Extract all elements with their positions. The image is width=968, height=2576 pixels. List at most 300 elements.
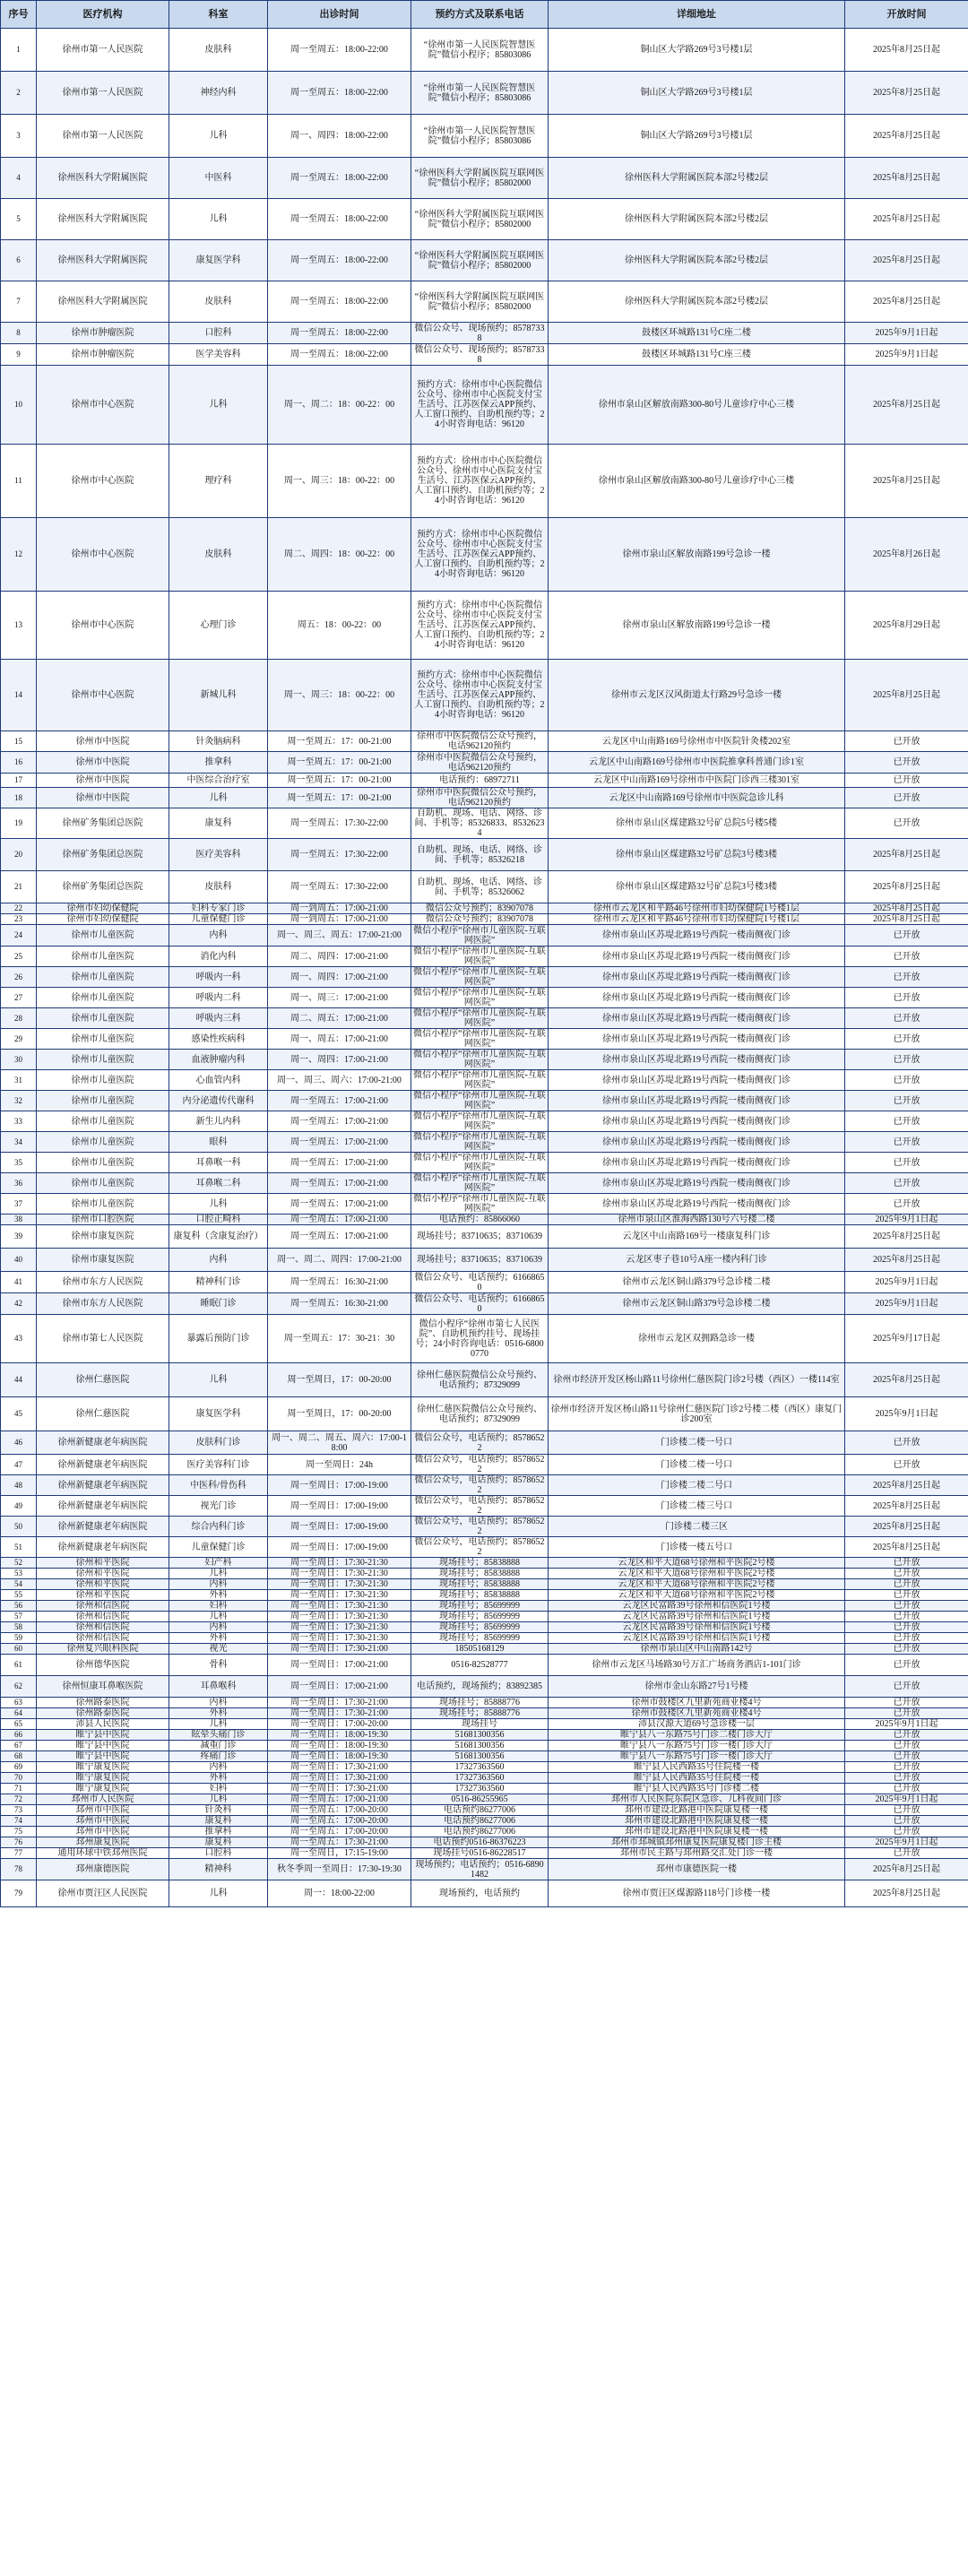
cell-address: 云龙区和平大道68号徐州和平医院2号楼 <box>549 1590 845 1601</box>
cell-department: 内科 <box>169 1698 268 1708</box>
cell-open-date: 已开放 <box>845 1622 968 1633</box>
cell-row-index: 41 <box>1 1272 37 1293</box>
table-row <box>1 1315 968 1363</box>
header-institution: 医疗机构 <box>37 1 169 29</box>
cell-hours: 周一、周三：18：00-22：00 <box>268 445 411 518</box>
cell-institution: 邳州康复医院 <box>37 1837 169 1848</box>
cell-row-index: 31 <box>1 1070 37 1091</box>
cell-institution: 睢宁康复医院 <box>37 1773 169 1784</box>
cell-booking: 微信公众号，电话预约；85786522 <box>411 1455 549 1475</box>
cell-department: 针灸脑病科 <box>169 731 268 752</box>
table-row <box>1 1708 968 1719</box>
cell-booking: 微信公众号、现场预约；85787338 <box>411 344 549 366</box>
cell-address: 徐州市金山东路27号1号楼 <box>549 1676 845 1698</box>
cell-address: 睢宁县人民西路35号住院楼一楼 <box>549 1762 845 1773</box>
cell-department: 呼吸内一科 <box>169 967 268 988</box>
cell-department: 理疗科 <box>169 445 268 518</box>
cell-open-date: 2025年8月25日起 <box>845 1363 968 1397</box>
cell-address: 徐州医科大学附属医院本部2号楼2层 <box>549 240 845 281</box>
cell-institution: 睢宁康复医院 <box>37 1762 169 1773</box>
cell-department: 康复科 <box>169 1837 268 1848</box>
cell-hours: 周一至周五：18:00-22:00 <box>268 158 411 199</box>
cell-address: 云龙区民富路39号徐州和信医院1号楼 <box>549 1622 845 1633</box>
cell-institution: 徐州市中医院 <box>37 788 169 808</box>
cell-row-index: 40 <box>1 1249 37 1272</box>
cell-booking: 微信小程序“徐州市儿童医院-互联网医院” <box>411 1173 549 1194</box>
cell-row-index: 33 <box>1 1111 37 1132</box>
table-row <box>1 1590 968 1601</box>
cell-booking: 自助机、现场、电话、网络、诊间、手机等；85326062 <box>411 871 549 903</box>
table-row <box>1 1194 968 1215</box>
cell-department: 儿科 <box>169 1194 268 1215</box>
cell-institution: 徐州市妇幼保健院 <box>37 914 169 925</box>
cell-booking: 现场挂号；85838888 <box>411 1590 549 1601</box>
table-row <box>1 1050 968 1070</box>
cell-hours: 周一至周日：17:00-19:00 <box>268 1496 411 1517</box>
cell-hours: 周一至周日：17:30-21:00 <box>268 1773 411 1784</box>
cell-booking: 预约方式：徐州市中心医院微信公众号、徐州市中心医院支付宝生活号、江苏医保云APP预约、人工窗口预约、自助机预约等；24小时咨询电话：96120 <box>411 366 549 445</box>
cell-institution: 徐州市中心医院 <box>37 518 169 592</box>
cell-hours: 周一至周五：17：00-21:00 <box>268 774 411 788</box>
cell-open-date: 2025年9月1日起 <box>845 344 968 366</box>
cell-department: 医疗美容科 <box>169 839 268 871</box>
cell-row-index: 61 <box>1 1655 37 1676</box>
table-row <box>1 344 968 366</box>
cell-open-date: 已开放 <box>845 947 968 967</box>
cell-row-index: 10 <box>1 366 37 445</box>
cell-department: 儿科 <box>169 1794 268 1805</box>
table-row <box>1 1601 968 1612</box>
header-row <box>1 1 968 29</box>
table-row <box>1 1644 968 1655</box>
header-open-date: 开放时间 <box>845 1 968 29</box>
cell-booking: “徐州市第一人民医院智慧医院”微信小程序；85803086 <box>411 72 549 115</box>
cell-booking: 微信小程序“徐州市儿童医院-互联网医院” <box>411 947 549 967</box>
cell-hours: 周一至周五：17:00-21:00 <box>268 1091 411 1111</box>
cell-hours: 周一至周五：17:00-21:00 <box>268 1153 411 1173</box>
cell-open-date: 2025年8月25日起 <box>845 158 968 199</box>
cell-hours: 周一至周日：17:30-21:30 <box>268 1612 411 1622</box>
cell-booking: 现场挂号；85699999 <box>411 1633 549 1644</box>
cell-address: 邳州市建设北路港中医院康复楼一楼 <box>549 1805 845 1816</box>
cell-address: 徐州市云龙区和平路46号徐州市妇幼保健院1号楼1层 <box>549 914 845 925</box>
cell-open-date: 2025年8月25日起 <box>845 839 968 871</box>
cell-hours: 周一至周五：17:00-20:00 <box>268 1816 411 1827</box>
cell-department: 内分泌遗传代谢科 <box>169 1091 268 1111</box>
table-row <box>1 1751 968 1762</box>
cell-institution: 邳州市人民医院 <box>37 1794 169 1805</box>
cell-open-date: 2025年8月29日起 <box>845 592 968 660</box>
table-row <box>1 808 968 839</box>
cell-open-date: 已开放 <box>845 1827 968 1837</box>
cell-institution: 徐州和平医院 <box>37 1569 169 1579</box>
cell-open-date: 2025年9月1日起 <box>845 323 968 344</box>
cell-open-date: 2025年8月26日起 <box>845 518 968 592</box>
cell-department: 医学美容科 <box>169 344 268 366</box>
cell-institution: 徐州市儿童医院 <box>37 1153 169 1173</box>
table-row <box>1 199 968 240</box>
table-row <box>1 1363 968 1397</box>
cell-hours: 周一至周五：18:00-22:00 <box>268 29 411 72</box>
cell-address: 云龙区中山南路169号一楼康复科门诊 <box>549 1225 845 1249</box>
table-row <box>1 1633 968 1644</box>
cell-department: 外科 <box>169 1773 268 1784</box>
cell-booking: 17327363560 <box>411 1773 549 1784</box>
cell-institution: 徐州市儿童医院 <box>37 1029 169 1050</box>
cell-booking: 现场挂号；83710635；83710639 <box>411 1225 549 1249</box>
cell-hours: 周一至周五：17:00-21:00 <box>268 1111 411 1132</box>
cell-hours: 周一至周日，17：00-20:00 <box>268 1363 411 1397</box>
table-row <box>1 731 968 752</box>
cell-hours: 周一至周五：17:00-21:00 <box>268 1794 411 1805</box>
cell-open-date: 已开放 <box>845 788 968 808</box>
cell-booking: 17327363560 <box>411 1784 549 1794</box>
cell-hours: 周一、周四：17:00-21:00 <box>268 967 411 988</box>
cell-row-index: 21 <box>1 871 37 903</box>
cell-address: 徐州市鼓楼区九里新苑商业楼4号 <box>549 1698 845 1708</box>
cell-row-index: 47 <box>1 1455 37 1475</box>
table-row <box>1 1784 968 1794</box>
cell-hours: 周一、周三、周六：17:00-21:00 <box>268 1070 411 1091</box>
cell-hours: 周一至周日：17:30-21:00 <box>268 1784 411 1794</box>
cell-address: 云龙区民富路39号徐州和信医院1号楼 <box>549 1612 845 1622</box>
cell-institution: 徐州新健康老年病医院 <box>37 1431 169 1455</box>
cell-institution: 徐州和平医院 <box>37 1579 169 1590</box>
table-row <box>1 115 968 158</box>
cell-open-date: 已开放 <box>845 1590 968 1601</box>
cell-open-date: 2025年9月1日起 <box>845 1272 968 1293</box>
cell-department: 针灸科 <box>169 1805 268 1816</box>
cell-address: 云龙区和平大道68号徐州和平医院2号楼 <box>549 1579 845 1590</box>
cell-department: 呼吸内三科 <box>169 1008 268 1029</box>
cell-row-index: 13 <box>1 592 37 660</box>
cell-department: 眼科 <box>169 1132 268 1153</box>
cell-hours: 周一至周日，17：00-20:00 <box>268 1397 411 1431</box>
cell-institution: 徐州市康复医院 <box>37 1225 169 1249</box>
cell-row-index: 12 <box>1 518 37 592</box>
cell-row-index: 3 <box>1 115 37 158</box>
cell-address: 徐州市云龙区双拥路急诊一楼 <box>549 1315 845 1363</box>
cell-row-index: 1 <box>1 29 37 72</box>
cell-address: 徐州市云龙区和平路46号徐州市妇幼保健院1号楼1层 <box>549 903 845 914</box>
cell-institution: 沛县人民医院 <box>37 1719 169 1730</box>
cell-booking: 51681300356 <box>411 1751 549 1762</box>
cell-address: 徐州市泉山区苏堤北路19号西院一楼南侧夜门诊 <box>549 1153 845 1173</box>
cell-department: 新生儿内科 <box>169 1111 268 1132</box>
cell-institution: 徐州市第一人民医院 <box>37 115 169 158</box>
cell-booking: 微信小程序“徐州市儿童医院-互联网医院” <box>411 1111 549 1132</box>
cell-hours: 周二、周五：17:00-21:00 <box>268 1008 411 1029</box>
cell-row-index: 44 <box>1 1363 37 1397</box>
cell-row-index: 57 <box>1 1612 37 1622</box>
cell-row-index: 29 <box>1 1029 37 1050</box>
cell-open-date: 已开放 <box>845 1173 968 1194</box>
cell-booking: 预约方式：徐州市中心医院微信公众号、徐州市中心医院支付宝生活号、江苏医保云APP预约、人工窗口预约、自助机预约等；24小时咨询电话：96120 <box>411 518 549 592</box>
cell-institution: 徐州路泰医院 <box>37 1708 169 1719</box>
cell-booking: 微信小程序“徐州市儿童医院-互联网医院” <box>411 1132 549 1153</box>
cell-booking: 现场挂号 <box>411 1719 549 1730</box>
cell-address: 徐州市泉山区中山南路142号 <box>549 1644 845 1655</box>
cell-address: 徐州市泉山区苏堤北路19号西院一楼南侧夜门诊 <box>549 1091 845 1111</box>
cell-department: 精神科 <box>169 1859 268 1880</box>
table-row <box>1 445 968 518</box>
cell-hours: 周一至周日：18:00-19:30 <box>268 1751 411 1762</box>
cell-department: 皮肤科 <box>169 518 268 592</box>
table-row <box>1 1569 968 1579</box>
cell-row-index: 51 <box>1 1537 37 1558</box>
cell-department: 消化内科 <box>169 947 268 967</box>
cell-hours: 周一、周二：18：00-22：00 <box>268 366 411 445</box>
cell-address: 鼓楼区环城路131号C座二楼 <box>549 323 845 344</box>
cell-department: 儿童保健门诊 <box>169 1537 268 1558</box>
table-row <box>1 1741 968 1751</box>
cell-department: 感染性疾病科 <box>169 1029 268 1050</box>
table-row <box>1 914 968 925</box>
cell-department: 康复医学科 <box>169 240 268 281</box>
cell-row-index: 56 <box>1 1601 37 1612</box>
cell-institution: 徐州市中心医院 <box>37 445 169 518</box>
cell-address: 鼓楼区环城路131号C座三楼 <box>549 344 845 366</box>
cell-hours: 周一至周日：17:00-21:00 <box>268 1676 411 1698</box>
cell-institution: 徐州和平医院 <box>37 1558 169 1569</box>
cell-department: 妇科 <box>169 1784 268 1794</box>
cell-booking: 现场挂号；85699999 <box>411 1601 549 1612</box>
cell-hours: 周一至周日：17:00-19:00 <box>268 1537 411 1558</box>
cell-hours: 周一至周五：17:00-21:00 <box>268 1132 411 1153</box>
cell-department: 耳鼻喉一科 <box>169 1153 268 1173</box>
cell-hours: 周一至周日：24h <box>268 1455 411 1475</box>
cell-address: 徐州市泉山区解放南路199号急诊一楼 <box>549 592 845 660</box>
cell-address: 睢宁县人民西路35号住院楼一楼 <box>549 1773 845 1784</box>
header-booking: 预约方式及联系电话 <box>411 1 549 29</box>
cell-booking: 电话预约86277006 <box>411 1827 549 1837</box>
cell-institution: 徐州市肿瘤医院 <box>37 344 169 366</box>
cell-department: 减重门诊 <box>169 1741 268 1751</box>
cell-open-date: 2025年8月25日起 <box>845 1537 968 1558</box>
cell-department: 内科 <box>169 1762 268 1773</box>
cell-open-date: 已开放 <box>845 1455 968 1475</box>
table-row <box>1 1773 968 1784</box>
table-row <box>1 1719 968 1730</box>
cell-address: 邳州市康德医院一楼 <box>549 1859 845 1880</box>
cell-institution: 徐州市儿童医院 <box>37 947 169 967</box>
cell-open-date: 已开放 <box>845 1784 968 1794</box>
cell-department: 儿科 <box>169 1569 268 1579</box>
cell-institution: 徐州新健康老年病医院 <box>37 1517 169 1537</box>
cell-booking: 预约方式：徐州市中心医院微信公众号、徐州市中心医院支付宝生活号、江苏医保云APP预约、人工窗口预约、自助机预约等；24小时咨询电话：96120 <box>411 445 549 518</box>
cell-address: 云龙区中山南路169号徐州市中医院门诊西三楼301室 <box>549 774 845 788</box>
cell-hours: 周一至周五：18:00-22:00 <box>268 240 411 281</box>
cell-open-date: 2025年8月25日起 <box>845 281 968 323</box>
cell-institution: 徐州市儿童医院 <box>37 1050 169 1070</box>
header-hours: 出诊时间 <box>268 1 411 29</box>
cell-hours: 周一至周日：17:30-21:00 <box>268 1708 411 1719</box>
cell-address: 徐州市云龙区铜山路379号急诊楼二楼 <box>549 1293 845 1315</box>
cell-open-date: 2025年8月25日起 <box>845 366 968 445</box>
cell-open-date: 2025年8月25日起 <box>845 660 968 731</box>
cell-institution: 徐州医科大学附属医院 <box>37 240 169 281</box>
cell-hours: 周一至周五：16:30-21:00 <box>268 1293 411 1315</box>
cell-booking: 微信公众号、电话预约；61668650 <box>411 1272 549 1293</box>
cell-address: 邳州市建设北路港中医院康复楼一楼 <box>549 1816 845 1827</box>
cell-row-index: 22 <box>1 903 37 914</box>
cell-open-date: 已开放 <box>845 1569 968 1579</box>
cell-address: 徐州医科大学附属医院本部2号楼2层 <box>549 281 845 323</box>
cell-booking: 微信小程序“徐州市儿童医院-互联网医院” <box>411 1194 549 1215</box>
table-row <box>1 871 968 903</box>
cell-institution: 徐州市中医院 <box>37 731 169 752</box>
cell-department: 外科 <box>169 1633 268 1644</box>
cell-address: 门诊楼二楼三号口 <box>549 1496 845 1517</box>
cell-row-index: 34 <box>1 1132 37 1153</box>
cell-institution: 徐州市口腔医院 <box>37 1215 169 1225</box>
cell-row-index: 32 <box>1 1091 37 1111</box>
cell-booking: 预约方式：徐州市中心医院微信公众号、徐州市中心医院支付宝生活号、江苏医保云APP预约、人工窗口预约、自助机预约等；24小时咨询电话：96120 <box>411 660 549 731</box>
table-row <box>1 967 968 988</box>
table-row <box>1 1272 968 1293</box>
cell-department: 视光门诊 <box>169 1496 268 1517</box>
cell-booking: 微信小程序“徐州市儿童医院-互联网医院” <box>411 1091 549 1111</box>
cell-department: 皮肤科 <box>169 281 268 323</box>
cell-open-date: 2025年8月25日起 <box>845 445 968 518</box>
cell-row-index: 69 <box>1 1762 37 1773</box>
cell-institution: 徐州医科大学附属医院 <box>37 158 169 199</box>
cell-booking: 微信公众号，电话预约；85786522 <box>411 1496 549 1517</box>
cell-department: 内科 <box>169 1622 268 1633</box>
cell-institution: 徐州矿务集团总医院 <box>37 871 169 903</box>
table-row <box>1 1475 968 1496</box>
cell-department: 精神科门诊 <box>169 1272 268 1293</box>
cell-address: 睢宁县八一东路75号门诊二楼门诊大厅 <box>549 1730 845 1741</box>
cell-address: 徐州市经济开发区杨山路11号徐州仁慈医院门诊2号楼（西区）一楼114室 <box>549 1363 845 1397</box>
table-row <box>1 1070 968 1091</box>
cell-row-index: 11 <box>1 445 37 518</box>
table-row <box>1 1132 968 1153</box>
cell-address: 门诊楼二楼二号口 <box>549 1475 845 1496</box>
cell-address: 徐州市云龙区铜山路379号急诊楼二楼 <box>549 1272 845 1293</box>
cell-open-date: 2025年8月25日起 <box>845 1249 968 1272</box>
cell-open-date: 2025年8月25日起 <box>845 1859 968 1880</box>
cell-row-index: 77 <box>1 1848 37 1859</box>
cell-booking: 微信小程序“徐州市儿童医院-互联网医院” <box>411 1029 549 1050</box>
cell-open-date: 已开放 <box>845 1698 968 1708</box>
cell-hours: 周一至周五：17：30-21：30 <box>268 1315 411 1363</box>
cell-hours: 周一至周五：17:30-22:00 <box>268 871 411 903</box>
cell-booking: 徐州市中医院微信公众号预约，电话962120预约 <box>411 731 549 752</box>
cell-institution: 睢宁康复医院 <box>37 1784 169 1794</box>
cell-institution: 徐州市儿童医院 <box>37 988 169 1008</box>
cell-address: 徐州市泉山区解放南路300-80号儿童诊疗中心三楼 <box>549 366 845 445</box>
cell-open-date: 已开放 <box>845 1805 968 1816</box>
cell-row-index: 20 <box>1 839 37 871</box>
cell-open-date: 2025年8月25日起 <box>845 1880 968 1907</box>
cell-department: 心理门诊 <box>169 592 268 660</box>
cell-booking: 现场挂号；85838888 <box>411 1579 549 1590</box>
cell-booking: 微信公众号预约；83907078 <box>411 914 549 925</box>
cell-row-index: 75 <box>1 1827 37 1837</box>
cell-address: 门诊楼二楼一号口 <box>549 1455 845 1475</box>
cell-booking: 徐州仁慈医院微信公众号预约、电话预约；87329099 <box>411 1363 549 1397</box>
cell-row-index: 46 <box>1 1431 37 1455</box>
cell-open-date: 已开放 <box>845 1008 968 1029</box>
cell-department: 儿科 <box>169 199 268 240</box>
header-department: 科室 <box>169 1 268 29</box>
cell-booking: 0516-86255965 <box>411 1794 549 1805</box>
cell-institution: 徐州和信医院 <box>37 1612 169 1622</box>
table-row <box>1 1293 968 1315</box>
cell-booking: 自助机、现场、电话、网络、诊间、手机等；85326218 <box>411 839 549 871</box>
cell-address: 徐州市泉山区苏堤北路19号西院一楼南侧夜门诊 <box>549 988 845 1008</box>
cell-row-index: 17 <box>1 774 37 788</box>
cell-row-index: 60 <box>1 1644 37 1655</box>
cell-booking: 51681300356 <box>411 1741 549 1751</box>
table-row <box>1 1762 968 1773</box>
cell-booking: 微信小程序“徐州市儿童医院-互联网医院” <box>411 925 549 947</box>
cell-open-date: 2025年8月25日起 <box>845 1496 968 1517</box>
table-row <box>1 1431 968 1455</box>
cell-row-index: 72 <box>1 1794 37 1805</box>
cell-hours: 周一至周日，17:15-19:00 <box>268 1848 411 1859</box>
cell-department: 妇科 <box>169 1601 268 1612</box>
cell-row-index: 27 <box>1 988 37 1008</box>
cell-hours: 周一至周日：17:30-21:00 <box>268 1644 411 1655</box>
cell-institution: 邳州康德医院 <box>37 1859 169 1880</box>
cell-open-date: 2025年9月1日起 <box>845 1215 968 1225</box>
cell-address: 邳州市民主路与邳州路交汇处门诊一楼 <box>549 1848 845 1859</box>
cell-open-date: 2025年8月25日起 <box>845 1517 968 1537</box>
cell-address: 邳州市人民医院东院区急诊、儿科夜间门诊 <box>549 1794 845 1805</box>
cell-row-index: 45 <box>1 1397 37 1431</box>
cell-row-index: 70 <box>1 1773 37 1784</box>
cell-booking: 微信公众号，电话预约；85786522 <box>411 1475 549 1496</box>
cell-row-index: 37 <box>1 1194 37 1215</box>
cell-row-index: 58 <box>1 1622 37 1633</box>
cell-row-index: 18 <box>1 788 37 808</box>
cell-open-date: 已开放 <box>845 1741 968 1751</box>
cell-open-date: 已开放 <box>845 1431 968 1455</box>
cell-address: 门诊楼二楼三区 <box>549 1517 845 1537</box>
cell-open-date: 已开放 <box>845 1848 968 1859</box>
cell-institution: 徐州矿务集团总医院 <box>37 839 169 871</box>
cell-hours: 周一至周日：17:30-21:30 <box>268 1590 411 1601</box>
cell-institution: 睢宁县中医院 <box>37 1730 169 1741</box>
cell-department: 康复科 <box>169 1816 268 1827</box>
cell-address: 徐州市经济开发区杨山路11号徐州仁慈医院门诊2号楼二楼（西区）康复门诊200室 <box>549 1397 845 1431</box>
cell-row-index: 65 <box>1 1719 37 1730</box>
table-row <box>1 1859 968 1880</box>
cell-address: 云龙区民富路39号徐州和信医院1号楼 <box>549 1601 845 1612</box>
cell-department: 儿科 <box>169 788 268 808</box>
cell-booking: 0516-82528777 <box>411 1655 549 1676</box>
cell-booking: “徐州医科大学附属医院互联网医院”微信小程序；85802000 <box>411 199 549 240</box>
cell-open-date: 已开放 <box>845 1029 968 1050</box>
cell-booking: 电话预约86277006 <box>411 1816 549 1827</box>
cell-open-date: 2025年8月25日起 <box>845 1225 968 1249</box>
cell-booking: 电话预约：68972711 <box>411 774 549 788</box>
cell-hours: 周一至周日：18:00-19:30 <box>268 1741 411 1751</box>
cell-department: 儿科 <box>169 1719 268 1730</box>
table-row <box>1 788 968 808</box>
cell-hours: 周一：18:00-22:00 <box>268 1880 411 1907</box>
cell-address: 铜山区大学路269号3号楼1层 <box>549 29 845 72</box>
cell-address: 徐州市云龙区汉风街道太行路29号急诊一楼 <box>549 660 845 731</box>
cell-open-date: 已开放 <box>845 774 968 788</box>
cell-open-date: 2025年8月25日起 <box>845 1475 968 1496</box>
cell-booking: 现场预约；电话预约；0516-68901482 <box>411 1859 549 1880</box>
table-row <box>1 1225 968 1249</box>
cell-address: 云龙区枣子巷10号A座一楼内科门诊 <box>549 1249 845 1272</box>
cell-hours: 周一、周三、周五：17:00-21:00 <box>268 925 411 947</box>
